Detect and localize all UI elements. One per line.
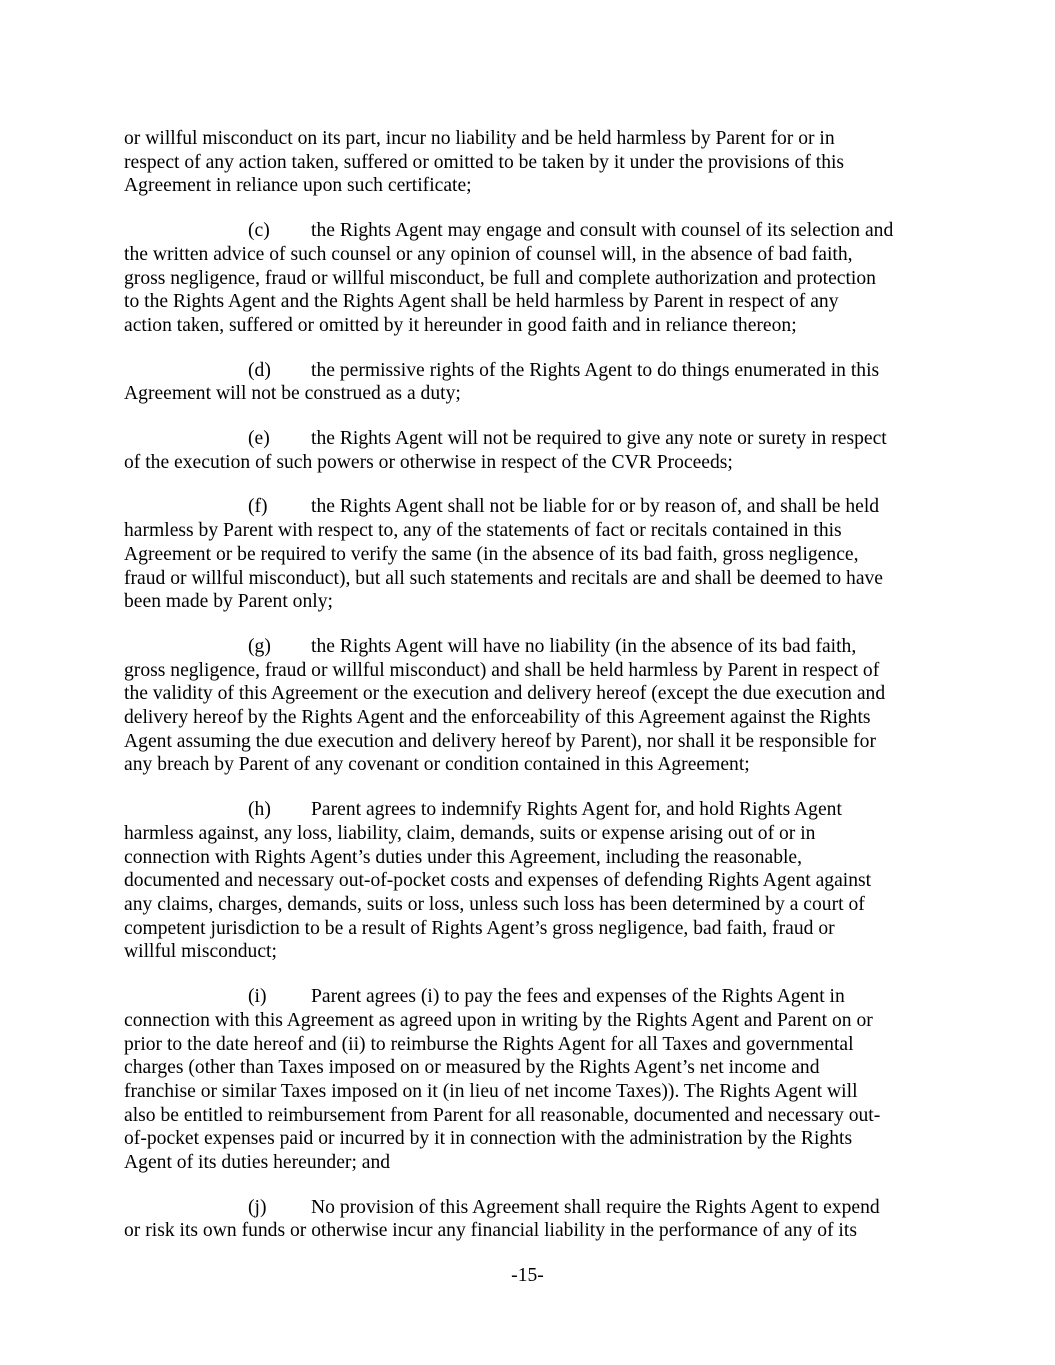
continuation-paragraph (124, 127, 936, 198)
text-line: the validity of this Agreement or the execution and delivery hereof (except the due execution and (124, 683, 886, 705)
clause-d (124, 359, 936, 406)
clause-label: (i) (248, 986, 267, 1008)
clause-first-line (124, 985, 936, 1009)
text-line: Agreement will not be construed as a duty; (124, 383, 461, 405)
text-line: or willful misconduct on its part, incur no liability and be held harmless by Parent for or in (124, 128, 835, 149)
text-line: the written advice of such counsel or any opinion of counsel will, in the absence of bad faith, (124, 243, 853, 265)
clause-first-text: Parent agrees (i) to pay the fees and expenses of the Rights Agent in (311, 986, 845, 1008)
clause-label: (e) (248, 428, 270, 450)
text-line: willful misconduct; (124, 941, 277, 963)
clause-first-line (124, 635, 936, 659)
text-line: any breach by Parent of any covenant or condition contained in this Agreement; (124, 754, 750, 776)
clause-h (124, 798, 936, 964)
clause-first-line (124, 427, 936, 451)
document-body (124, 127, 936, 1264)
text-line: or risk its own funds or otherwise incur any financial liability in the performance of any of its (124, 1220, 857, 1242)
clause-first-line (124, 219, 936, 243)
clause-first-line (124, 359, 936, 383)
clause-e (124, 427, 936, 474)
clause-g (124, 635, 936, 777)
clause-c (124, 219, 936, 338)
text-line: also be entitled to reimbursement from Parent for all reasonable, documented and necessary out- (124, 1104, 881, 1126)
clause-j (124, 1196, 936, 1243)
clause-first-text: No provision of this Agreement shall require the Rights Agent to expend (311, 1196, 880, 1218)
clause-first-text: the permissive rights of the Rights Agent to do things enumerated in this (311, 359, 880, 381)
text-line: any claims, charges, demands, suits or loss, unless such loss has been determined by a court of (124, 893, 865, 915)
clause-label: (f) (248, 496, 268, 518)
clause-label: (d) (248, 359, 271, 381)
clause-first-line (124, 798, 936, 822)
text-line: harmless against, any loss, liability, claim, demands, suits or expense arising out of or in (124, 822, 816, 844)
clause-first-line (124, 495, 936, 519)
clause-first-line (124, 1196, 936, 1220)
clause-i (124, 985, 936, 1175)
text-line: competent jurisdiction to be a result of Rights Agent’s gross negligence, bad faith, fraud or (124, 917, 835, 939)
text-line: to the Rights Agent and the Rights Agent shall be held harmless by Parent in respect of any (124, 291, 839, 313)
text-line: action taken, suffered or omitted by it hereunder in good faith and in reliance thereon; (124, 314, 797, 336)
text-line: of-pocket expenses paid or incurred by it in connection with the administration by the Rights (124, 1128, 853, 1150)
clause-first-text: the Rights Agent may engage and consult with counsel of its selection and (311, 220, 894, 242)
text-line: charges (other than Taxes imposed on or measured by the Rights Agent’s net income and (124, 1057, 820, 1079)
text-line: delivery hereof by the Rights Agent and the enforceability of this Agreement against the Rights (124, 707, 871, 729)
page-number: -15- (511, 1265, 544, 1286)
text-line: prior to the date hereof and (ii) to reimburse the Rights Agent for all Taxes and governmental (124, 1033, 854, 1055)
text-line: franchise or similar Taxes imposed on it (in lieu of net income Taxes)). The Rights Agent will (124, 1080, 858, 1102)
clause-label: (g) (248, 635, 271, 657)
text-line: Agent assuming the due execution and delivery hereof by Parent), nor shall it be responsible for (124, 730, 876, 752)
clause-label: (h) (248, 799, 271, 821)
text-line: gross negligence, fraud or willful misconduct) and shall be held harmless by Parent in respect of (124, 659, 880, 681)
text-line: gross negligence, fraud or willful misconduct, be full and complete authorization and protection (124, 267, 876, 289)
text-line: connection with this Agreement as agreed upon in writing by the Rights Agent and Parent on or (124, 1009, 873, 1031)
text-line: Agreement in reliance upon such certificate; (124, 175, 472, 197)
text-line: documented and necessary out-of-pocket costs and expenses of defending Rights Agent against (124, 870, 872, 892)
text-line: of the execution of such powers or otherwise in respect of the CVR Proceeds; (124, 451, 733, 473)
clause-f (124, 495, 936, 614)
clause-first-text: the Rights Agent shall not be liable for or by reason of, and shall be held (311, 496, 880, 518)
text-line: been made by Parent only; (124, 591, 333, 613)
text-line: respect of any action taken, suffered or omitted to be taken by it under the provisions of this (124, 151, 845, 173)
clause-label: (c) (248, 220, 270, 242)
text-line: harmless by Parent with respect to, any of the statements of fact or recitals contained in this (124, 520, 842, 542)
text-line: fraud or willful misconduct), but all such statements and recitals are and shall be deemed to have (124, 567, 884, 589)
text-line: connection with Rights Agent’s duties under this Agreement, including the reasonable, (124, 846, 803, 868)
clause-label: (j) (248, 1196, 267, 1218)
clause-first-text: the Rights Agent will not be required to give any note or surety in respect (311, 428, 887, 450)
text-line: Agreement or be required to verify the same (in the absence of its bad faith, gross negligence, (124, 543, 859, 565)
clause-first-text: the Rights Agent will have no liability (in the absence of its bad faith, (311, 635, 857, 657)
text-line: Agent of its duties hereunder; and (124, 1152, 391, 1174)
clause-first-text: Parent agrees to indemnify Rights Agent for, and hold Rights Agent (311, 799, 842, 821)
